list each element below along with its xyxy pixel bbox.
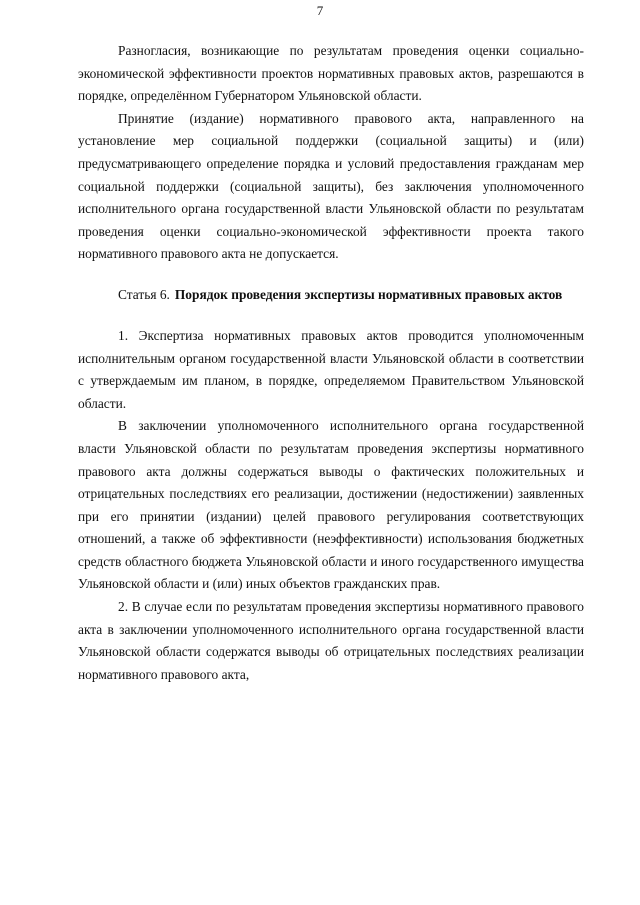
paragraph-social-support: Принятие (издание) нормативного правового акта, направленного на установление мер социальной поддержки (социальной защиты) и (или) предусматривающего определение порядка и условий предоставления гражданам мер социальной поддержки (социальной защиты), без заключения уполномоченного исполнительного органа государственной власти Ульяновской области по результатам проведения оценки социально-экономической эффективности проекта такого нормативного правового акта не допускается. — [78, 110, 584, 262]
paragraph-disagreements: Разногласия, возникающие по результатам проведения оценки социально-экономической эффективности проектов нормативных правовых актов, разрешаются в порядке, определённом Губернатором Ульяновской области. — [78, 43, 584, 104]
paragraph-expertise-2: 2. В случае если по результатам проведения экспертизы нормативного правового акта в заключении уполномоченного исполнительного органа государственной власти Ульяновской области содержатся выводы об отрицательных последствиях реализации нормативного правового акта, — [78, 599, 584, 682]
paragraph-expertise-1: 1. Экспертиза нормативных правовых актов проводится уполномоченным исполнительным органом государственной власти Ульяновской области в соответствии с утверждаемым им планом, в порядке, определяемом Правительством Ульяновской области. — [78, 327, 584, 411]
article-heading — [118, 286, 584, 303]
document-body — [78, 40, 584, 686]
article-title: Порядок проведения экспертизы нормативных правовых актов — [174, 286, 563, 302]
paragraph-expertise-conclusion: В заключении уполномоченного исполнительного органа государственной власти Ульяновской области по результатам проведения экспертизы нормативного правового акта должны содержаться выводы о фактических положительных и отрицательных последствиях его реализации, достижении (недостижении) заявленных при его принятии (издании) целей правового регулирования соответствующих отношений, а также об эффективности (неэффективности) использования бюджетных средств областного бюджета Ульяновской области и иного государственного имущества Ульяновской области и (или) иных объектов гражданских прав. — [78, 418, 584, 592]
article-number: Статья 6. — [118, 286, 170, 302]
page-number: 7 — [316, 3, 324, 18]
